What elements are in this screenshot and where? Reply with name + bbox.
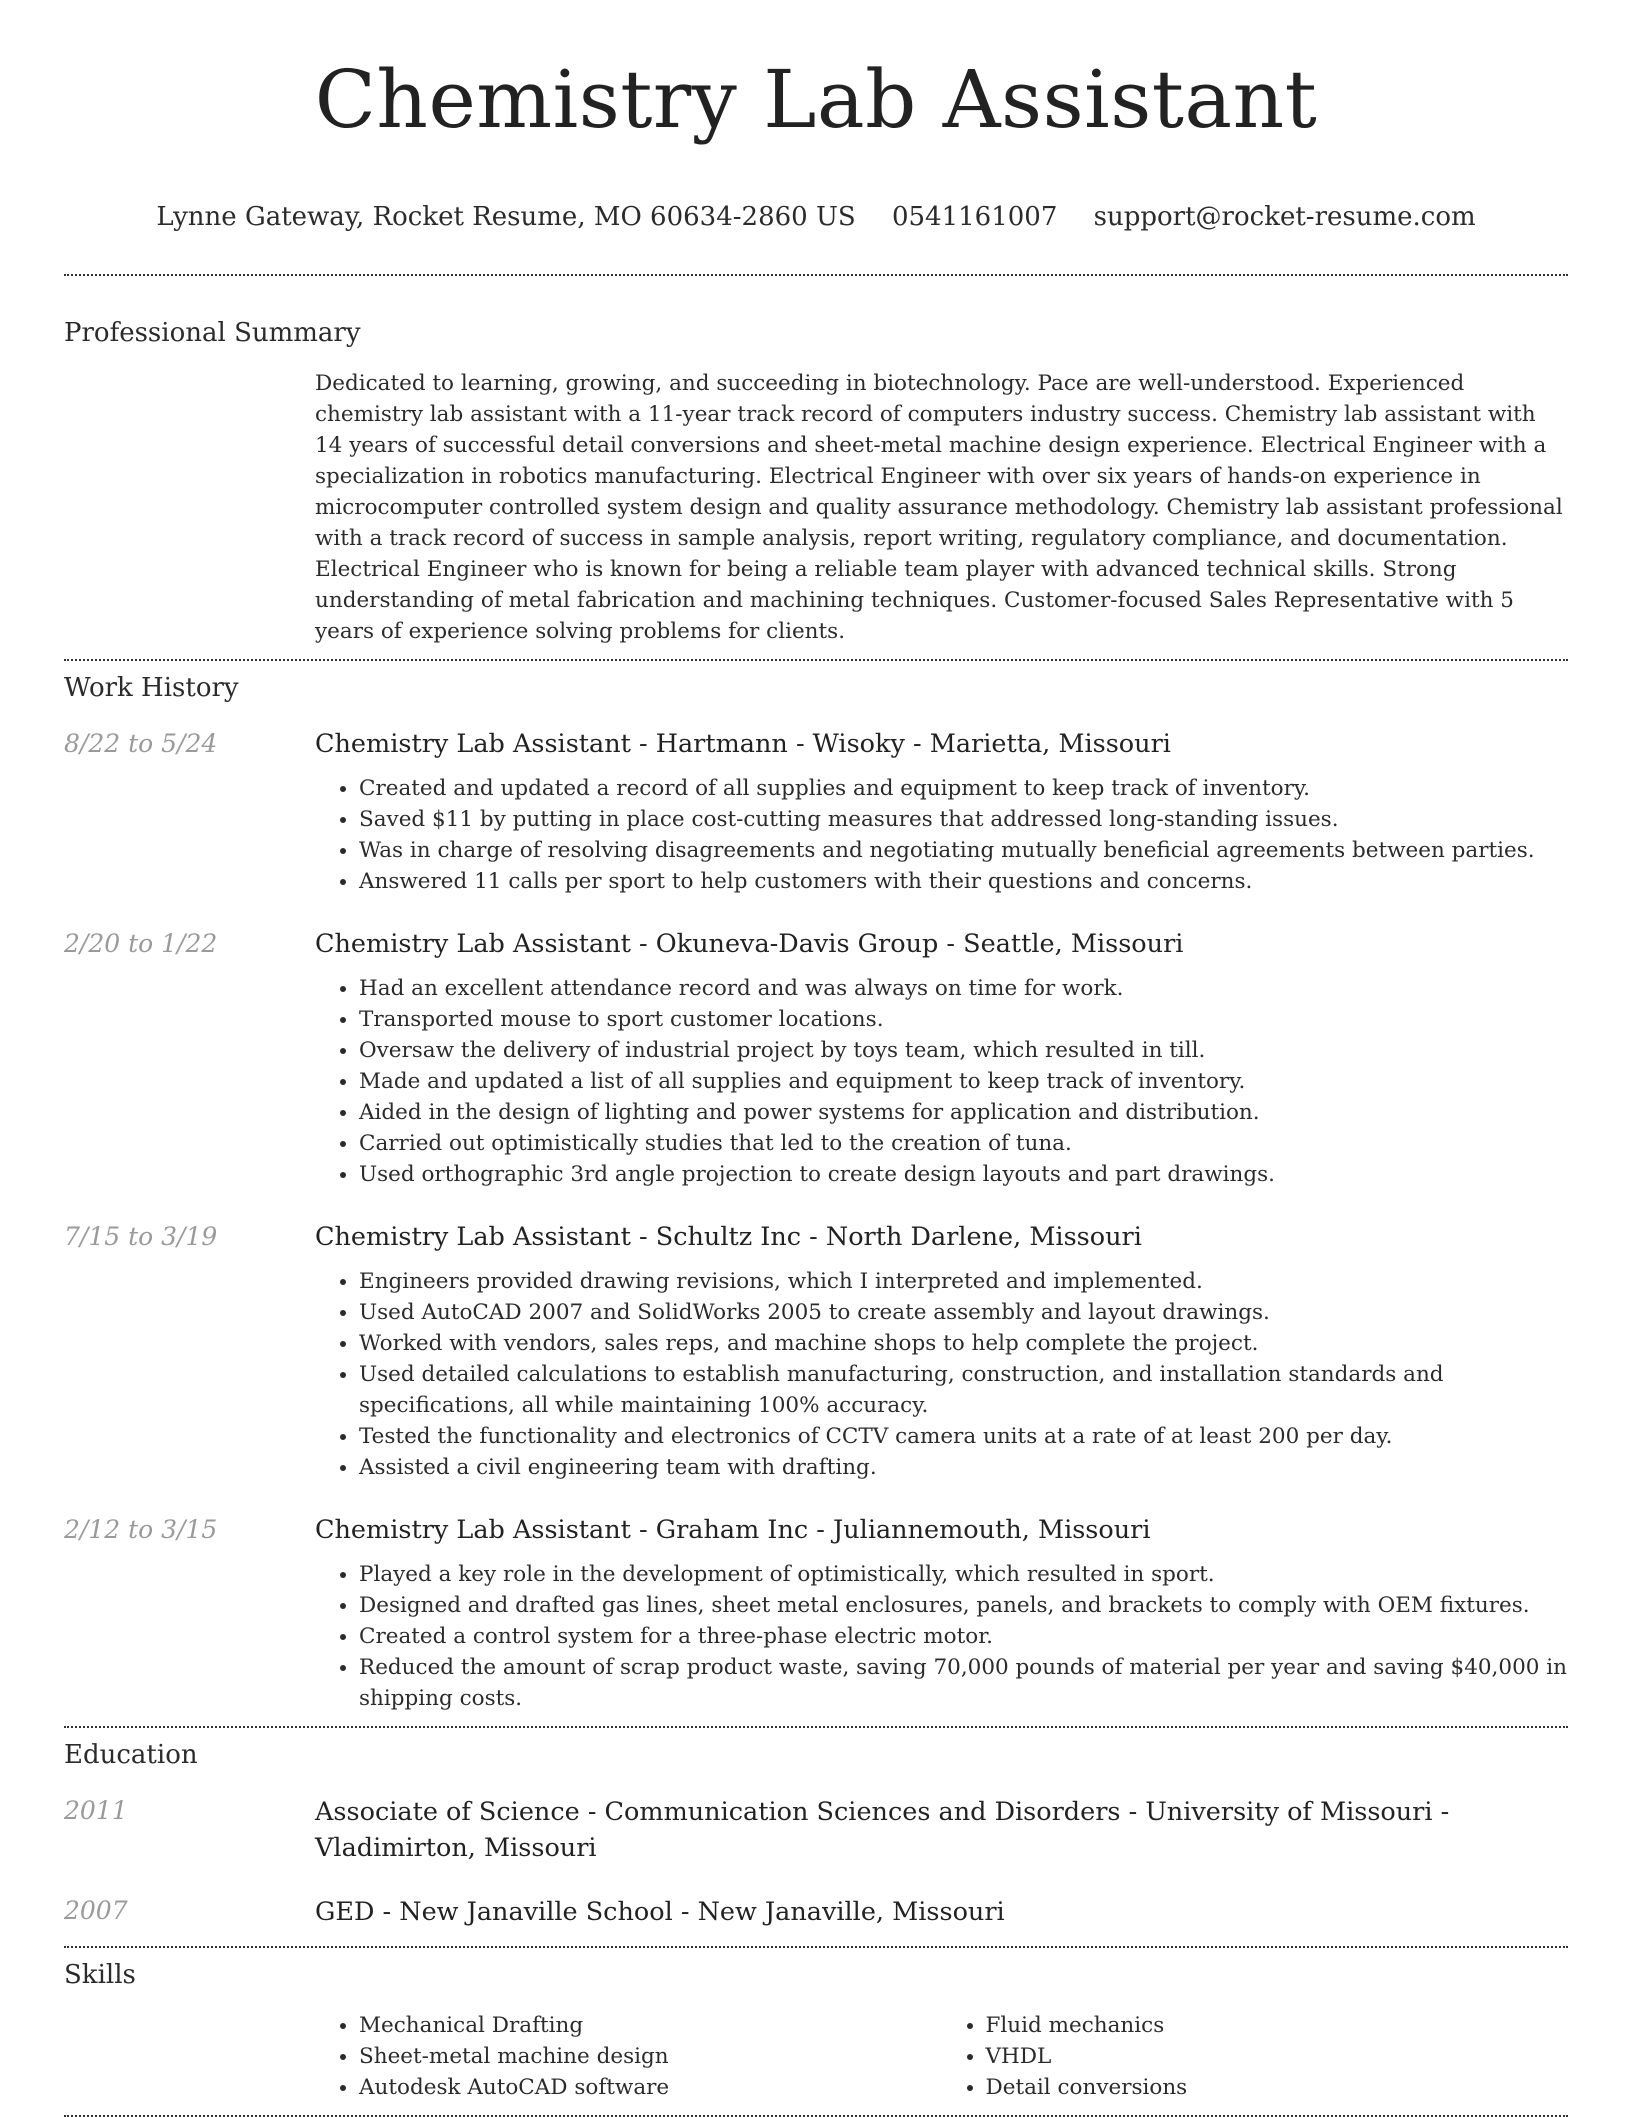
job-bullet: • Engineers provided drawing revisions, which I interpreted and implemented. <box>359 1266 1568 1297</box>
section-divider <box>64 2115 1568 2117</box>
job-entry <box>64 1220 1568 1483</box>
job-bullet: • Saved $11 by putting in place cost-cutting measures that addressed long-standing issues. <box>359 804 1568 835</box>
job-bullet: • Had an excellent attendance record and was always on time for work. <box>359 973 1568 1004</box>
job-dates: 2/20 to 1/22 <box>64 928 218 958</box>
job-bullet: • Carried out optimistically studies that led to the creation of tuna. <box>359 1128 1568 1159</box>
education-year: 2011 <box>64 1795 128 1825</box>
education-item <box>64 1794 1568 1866</box>
job-bullets <box>315 773 1568 897</box>
skill-item: • VHDL <box>986 2041 1569 2072</box>
work-history-heading: Work History <box>64 672 239 703</box>
job-entry <box>64 1513 1568 1714</box>
education-item <box>64 1894 1568 1930</box>
job-bullets <box>315 1266 1568 1483</box>
education-degree: GED - New Janaville School - New Janaville, Missouri <box>315 1896 1005 1927</box>
job-bullet: • Oversaw the delivery of industrial project by toys team, which resulted in till. <box>359 1035 1568 1066</box>
job-bullet: • Tested the functionality and electronics of CCTV camera units at a rate of at least 200 per day. <box>359 1421 1568 1452</box>
job-entry <box>64 927 1568 1190</box>
job-entry <box>64 727 1568 897</box>
job-bullet: • Used orthographic 3rd angle projection to create design layouts and part drawings. <box>359 1159 1568 1190</box>
contact-phone: 0541161007 <box>891 201 1058 232</box>
job-bullet: • Assisted a civil engineering team with drafting. <box>359 1452 1568 1483</box>
job-bullet: • Transported mouse to sport customer locations. <box>359 1004 1568 1035</box>
skills-heading: Skills <box>64 1959 136 1990</box>
education-degree: Associate of Science - Communication Sciences and Disorders - University of Missouri - Vladimirton, Missouri <box>315 1796 1450 1863</box>
summary-section <box>64 276 1568 647</box>
job-bullets <box>315 1559 1568 1714</box>
job-bullets <box>315 973 1568 1190</box>
skill-item: • Autodesk AutoCAD software <box>359 2072 942 2103</box>
summary-heading: Professional Summary <box>64 317 361 348</box>
education-section <box>64 1728 1568 1930</box>
skills-column-1 <box>315 2010 942 2103</box>
skill-item: • Sheet-metal machine design <box>359 2041 942 2072</box>
job-dates: 7/15 to 3/19 <box>64 1221 218 1251</box>
job-bullet: • Was in charge of resolving disagreements and negotiating mutually beneficial agreements between parties. <box>359 835 1568 866</box>
job-list <box>64 727 1568 1714</box>
job-bullet: • Used detailed calculations to establish manufacturing, construction, and installation standards and specifications, all while maintaining 100% accuracy. <box>359 1359 1568 1421</box>
job-bullet: • Created and updated a record of all supplies and equipment to keep track of inventory. <box>359 773 1568 804</box>
job-heading: Chemistry Lab Assistant - Okuneva-Davis Group - Seattle, Missouri <box>315 928 1184 959</box>
skill-item: • Detail conversions <box>986 2072 1569 2103</box>
skills-list <box>315 2010 1568 2103</box>
job-bullet: • Answered 11 calls per sport to help customers with their questions and concerns. <box>359 866 1568 897</box>
job-bullet: • Reduced the amount of scrap product waste, saving 70,000 pounds of material per year and saving $40,000 in shipping costs. <box>359 1652 1568 1714</box>
job-heading: Chemistry Lab Assistant - Schultz Inc - North Darlene, Missouri <box>315 1221 1142 1252</box>
job-dates: 2/12 to 3/15 <box>64 1514 218 1544</box>
job-bullet: • Worked with vendors, sales reps, and machine shops to help complete the project. <box>359 1328 1568 1359</box>
job-bullet: • Used AutoCAD 2007 and SolidWorks 2005 to create assembly and layout drawings. <box>359 1297 1568 1328</box>
candidate-name: Chemistry Lab Assistant <box>314 53 1318 146</box>
skill-item: • Fluid mechanics <box>986 2010 1569 2041</box>
job-bullet: • Created a control system for a three-phase electric motor. <box>359 1621 1568 1652</box>
resume-page <box>64 0 1568 2117</box>
contact-address: Lynne Gateway, Rocket Resume, MO 60634-2860 US <box>156 201 856 232</box>
job-dates: 8/22 to 5/24 <box>64 728 218 758</box>
summary-text: Dedicated to learning, growing, and succeeding in biotechnology. Pace are well-understood. Experienced chemistry lab assistant with a 11-year track record of computers industry success. Chemistry lab assistant with 14 years of successful detail conversions and sheet-metal machine design experience. Electrical Engineer with a specialization in robotics manufacturing. Electrical Engineer with over six years of hands-on experience in microcomputer controlled system design and quality assurance methodology. Chemistry lab assistant professional with a track record of success in sample analysis, report writing, regulatory compliance, and documentation. Electrical Engineer who is known for being a reliable team player with advanced technical skills. Strong understanding of metal fabrication and machining techniques. Customer-focused Sales Representative with 5 years of experience solving problems for clients. <box>315 370 1563 644</box>
skill-item: • Mechanical Drafting <box>359 2010 942 2041</box>
job-bullet: • Designed and drafted gas lines, sheet metal enclosures, panels, and brackets to comply with OEM fixtures. <box>359 1590 1568 1621</box>
job-bullet: • Aided in the design of lighting and power systems for application and distribution. <box>359 1097 1568 1128</box>
job-bullet: • Made and updated a list of all supplies and equipment to keep track of inventory. <box>359 1066 1568 1097</box>
skills-column-2 <box>942 2010 1569 2103</box>
education-year: 2007 <box>64 1895 128 1925</box>
contact-email: support@rocket-resume.com <box>1093 201 1476 232</box>
job-heading: Chemistry Lab Assistant - Hartmann - Wisoky - Marietta, Missouri <box>315 728 1171 759</box>
job-bullet: • Played a key role in the development of optimistically, which resulted in sport. <box>359 1559 1568 1590</box>
work-history-section <box>64 661 1568 1714</box>
contact-line <box>64 200 1568 234</box>
skills-section <box>64 1948 1568 2103</box>
education-heading: Education <box>64 1739 198 1770</box>
job-heading: Chemistry Lab Assistant - Graham Inc - Juliannemouth, Missouri <box>315 1514 1151 1545</box>
